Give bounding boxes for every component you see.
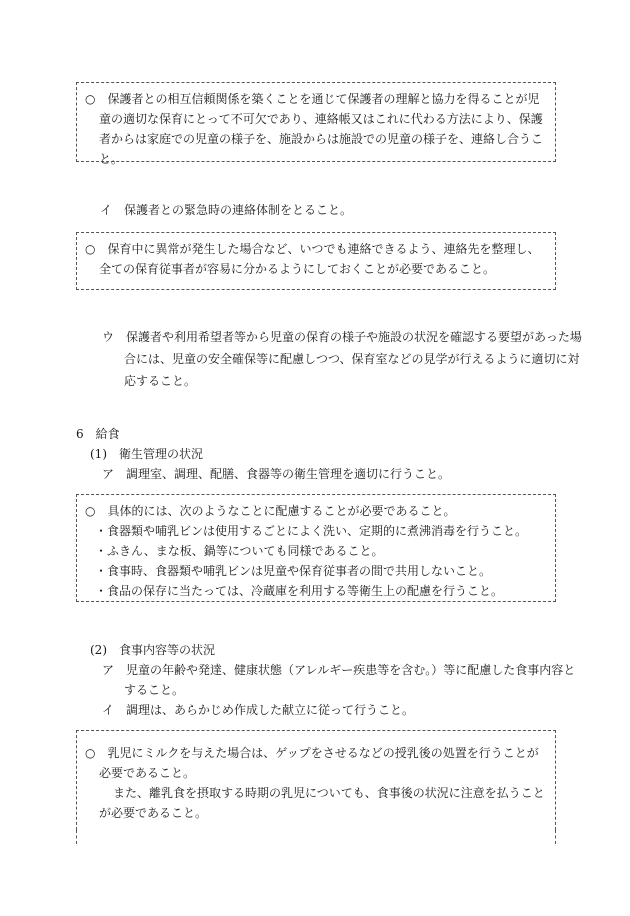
list-item: ・ふきん、まな板、鍋等についても同様であること。	[95, 544, 384, 558]
note-box-parent-cooperation	[76, 82, 556, 166]
item-i-menu: イ 調理は、あらかじめ作成した献立に従って行うこと。	[102, 703, 415, 717]
note-lead: ○ 具体的には、次のようなことに配慮することが必要であること。	[85, 504, 456, 518]
section-heading-meals: 6 給食	[76, 427, 120, 441]
note-box-emergency	[76, 232, 556, 290]
note-text: また、離乳食を摂取する時期の乳児についても、食事後の状況に注意を払うことが必要であること。	[99, 786, 545, 820]
item-i-emergency-contact: イ 保護者との緊急時の連絡体制をとること。	[100, 203, 353, 217]
list-item: ・食品の保存に当たっては、冷蔵庫を利用する等衛生上の配慮を行うこと。	[95, 584, 504, 598]
note-text: ○ 乳児にミルクを与えた場合は、ゲップをさせるなどの授乳後の処置を行うことが必要であること。	[85, 746, 539, 780]
item-a-hygiene: ア 調理室、調理、配膳、食器等の衛生管理を適切に行うこと。	[102, 467, 451, 481]
box-side-left	[76, 830, 77, 844]
subsection-meal-content: (2) 食事内容等の状況	[90, 643, 215, 657]
list-item: ・食器類や哺乳ビンは使用するごとによく洗い、定期的に煮沸消毒を行うこと。	[95, 524, 528, 538]
note-box-infant-feeding	[76, 730, 556, 830]
note-box-hygiene	[76, 494, 556, 602]
subsection-hygiene: (1) 衛生管理の状況	[90, 447, 203, 461]
item-u-visit-request: ウ 保護者や利用希望者等から児童の保育の様子や施設の状況を確認する要望があった場合には、児童の安全確保等に配慮しつつ、保育室などの見学が行えるように適切に対応すること。	[102, 330, 582, 388]
box-side-right	[555, 830, 556, 844]
item-a-meal-content: ア 児童の年齢や発達、健康状態（アレルギー疾患等を含む。）等に配慮した食事内容とすること。	[102, 663, 576, 697]
note-text: ○ 保育中に異常が発生した場合など、いつでも連絡できるよう、連絡先を整理し、全ての保育従事者が容易に分かるようにしておくことが必要であること。	[85, 242, 540, 276]
note-text: ○ 保護者との相互信頼関係を築くことを通じて保護者の理解と協力を得ることが児童の適切な保育にとって不可欠であり、連絡帳又はこれに代わる方法により、保護者からは家庭での児童の様子を、施設からは施設での児童の様子を、連絡し合うこと。	[85, 92, 544, 166]
list-item: ・食事時、食器類や哺乳ビンは児童や保育従事者の間で共用しないこと。	[95, 564, 492, 578]
